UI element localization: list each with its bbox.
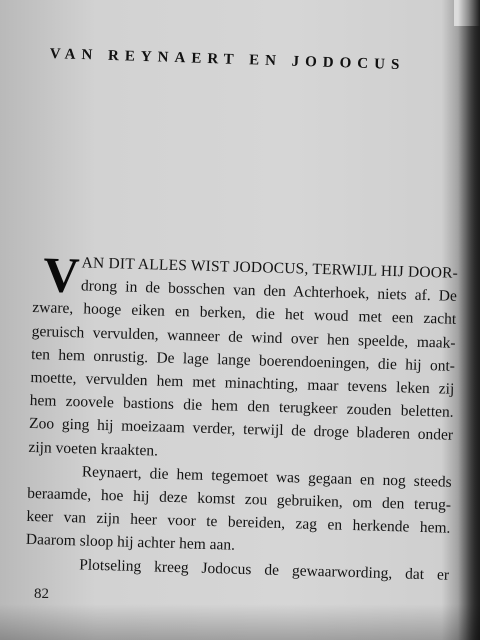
text-line-12: keer van zijn heer voor te bereiden, zag en herkende hem. bbox=[26, 508, 451, 537]
text-line-8: Zoo ging hij moeizaam verder, terwijl de droge bladeren onder bbox=[28, 415, 454, 445]
text-line-3: zware, hooge eiken en berken, die het woud met een zacht bbox=[32, 299, 457, 329]
text-line-9: zijn voeten kraakten. bbox=[28, 438, 159, 460]
text-line-6: moette, vervulden hem met minachting, maar tevens leken zij bbox=[30, 368, 455, 398]
text-line-14: Plotseling kreeg Jodocus de gewaarwording, dat er bbox=[78, 556, 450, 584]
chapter-body bbox=[25, 246, 459, 587]
text-line-4: geruisch vervulden, wanneer de wind over hen speelde, maak- bbox=[31, 322, 456, 352]
text-line-7: hem zoovele bastions die hem den terugkeer zouden beletten. bbox=[29, 392, 454, 421]
running-head: VAN REYNAERT EN JODOCUS bbox=[49, 46, 406, 74]
drop-cap: V bbox=[42, 246, 81, 304]
text-line-13: Daarom sloop hij achter hem aan. bbox=[25, 531, 236, 555]
text-line-11: beraamde, hoe hij deze komst zou gebruiken, om den terug- bbox=[26, 484, 452, 514]
text-line-5: ten hem onrustig. De lage lange boerendoeningen, die hij ont- bbox=[30, 345, 456, 375]
text-line-2: drong in de bosschen van den Achterhoek, niets af. De bbox=[80, 277, 458, 306]
page-number: 82 bbox=[34, 586, 49, 602]
page-edge-shadow bbox=[458, 0, 480, 640]
text-line-1: AN DIT ALLES WIST JODOCUS, TERWIJL HIJ DOOR- bbox=[81, 254, 459, 282]
page-bottom-shadow bbox=[0, 604, 480, 640]
text-line-10: Reynaert, die hem tegemoet was gegaan en nog steeds bbox=[81, 463, 452, 491]
